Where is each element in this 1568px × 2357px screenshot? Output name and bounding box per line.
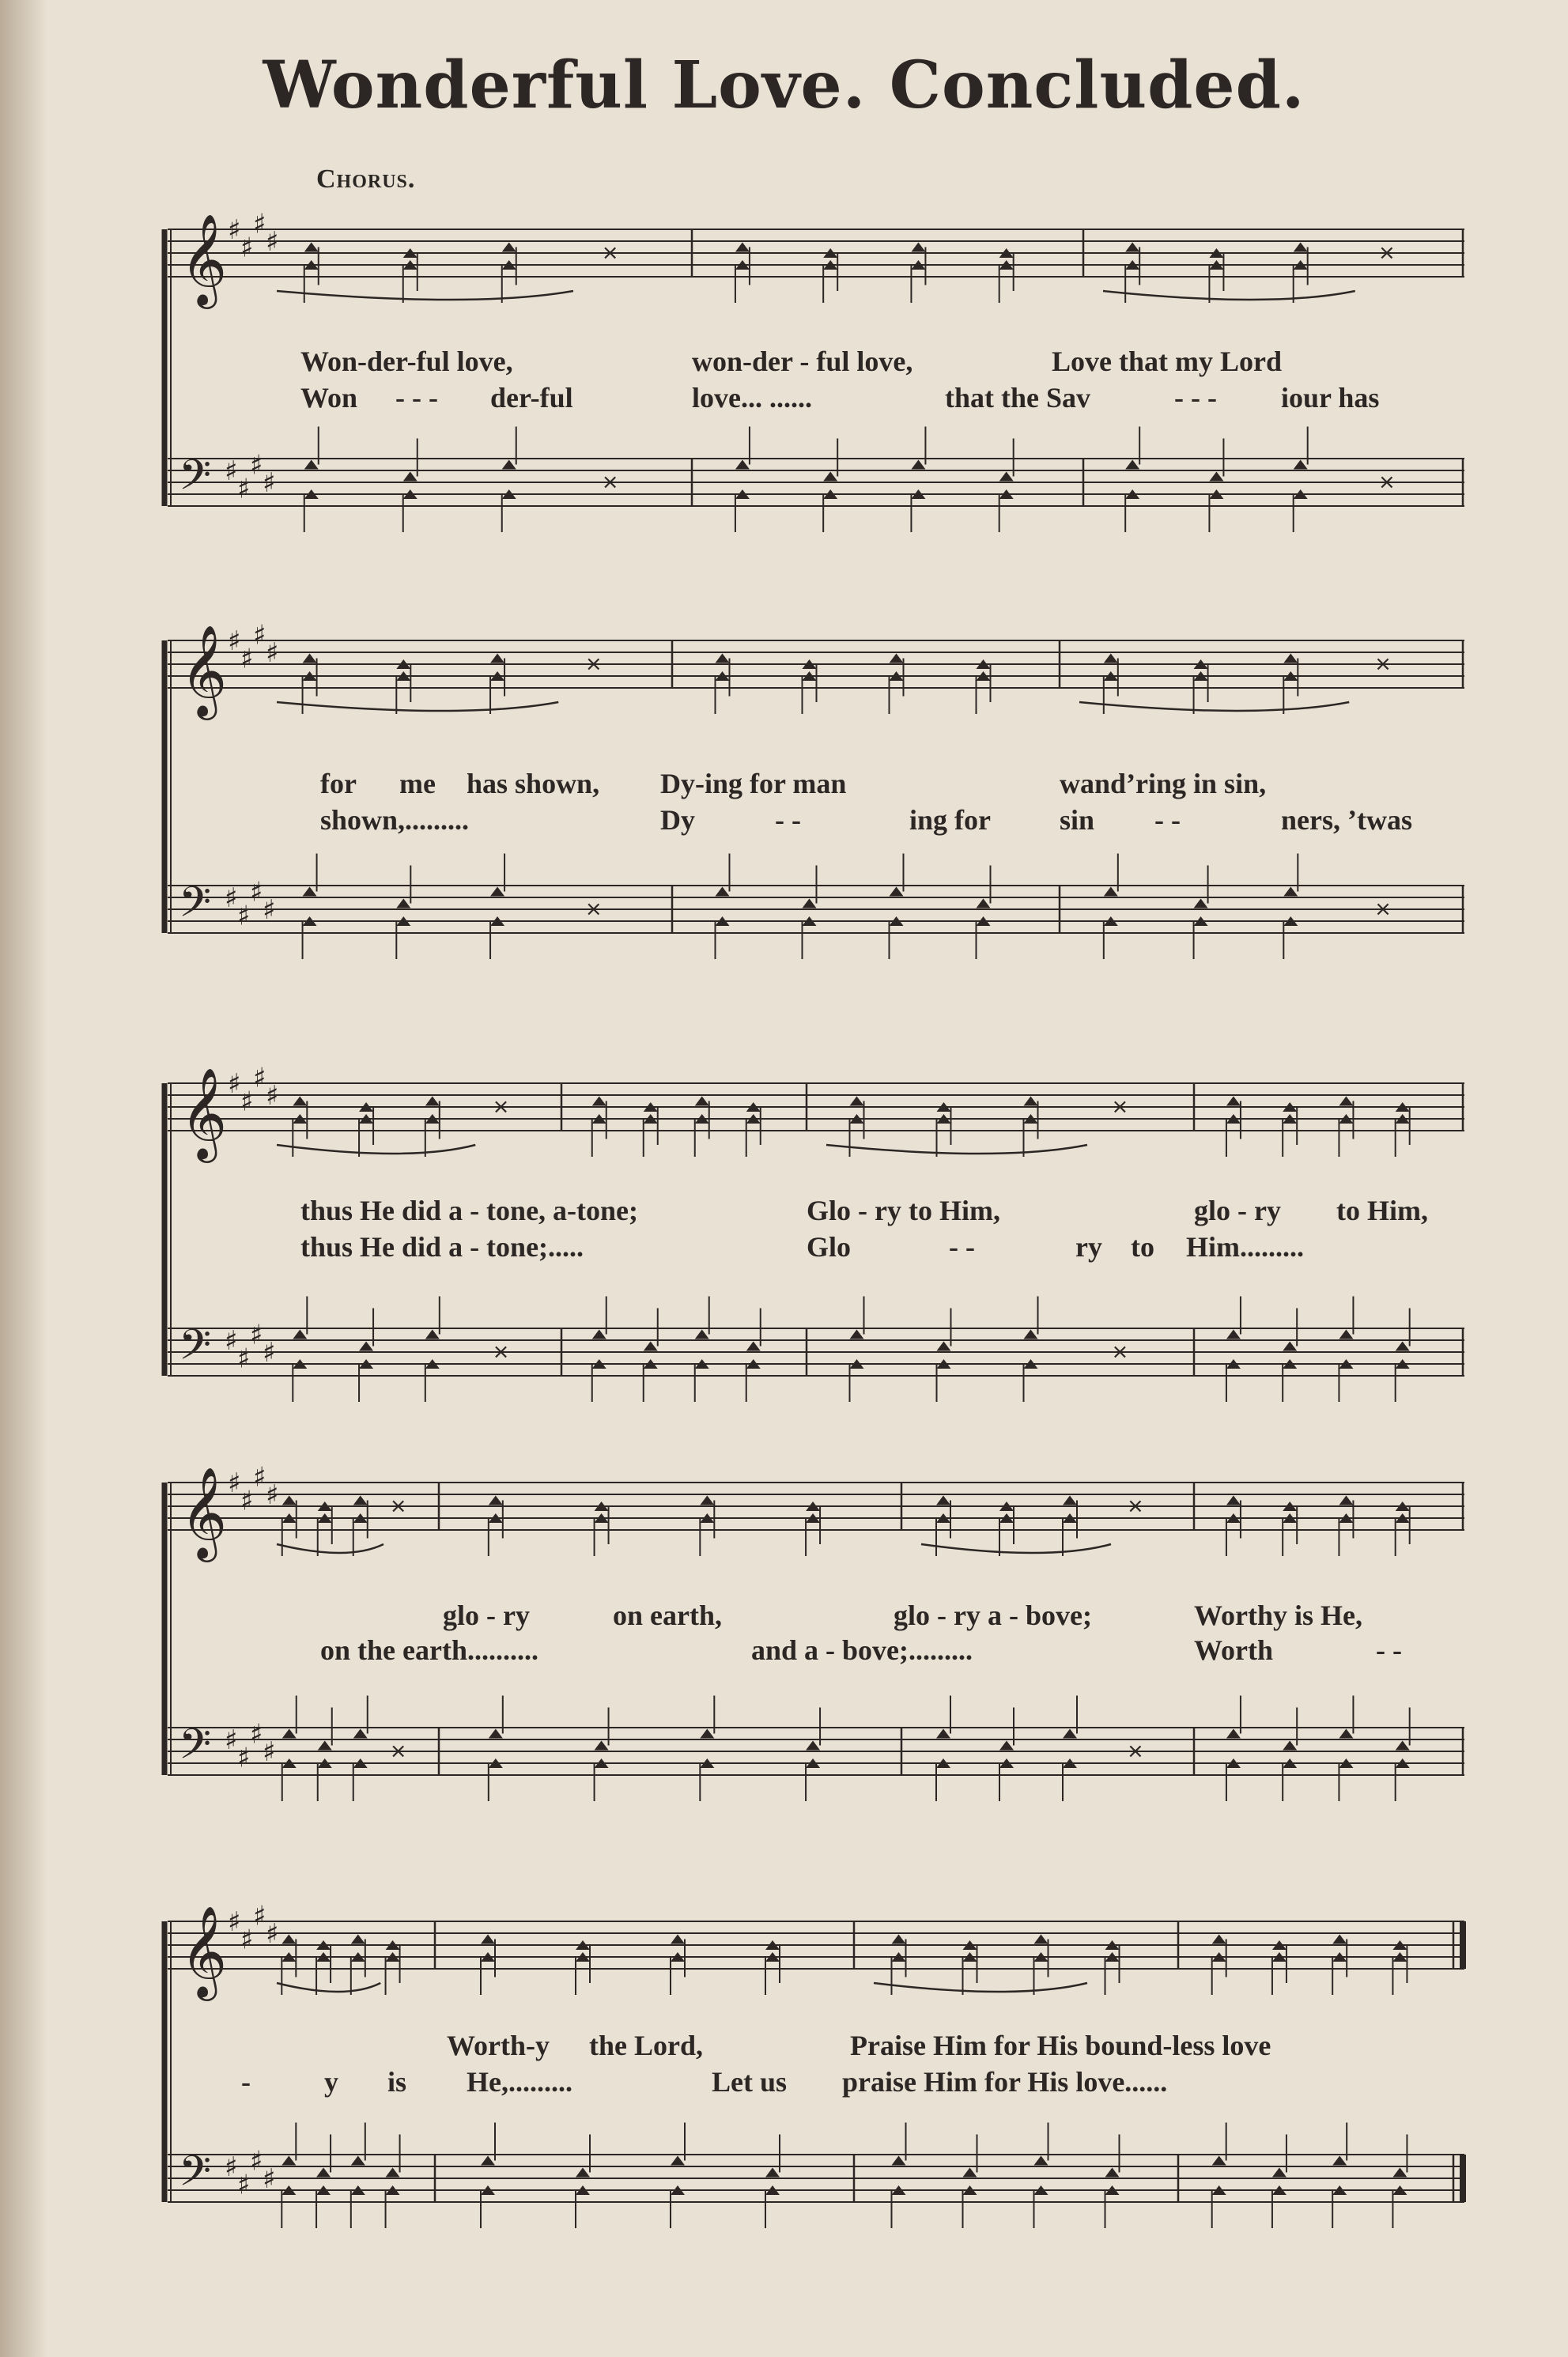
bass-clef-icon: 𝄢 — [179, 878, 212, 937]
lyric-verse-line: to Him, — [1336, 1195, 1428, 1226]
note-head — [700, 1496, 714, 1505]
note-head — [695, 1330, 709, 1339]
note-head — [1212, 1935, 1226, 1944]
note-head — [1125, 460, 1139, 470]
sharp-icon: ♯ — [266, 226, 279, 258]
lyric-echo-line: sin — [1060, 804, 1095, 836]
lyric-echo-line: thus He did a - tone;..... — [300, 1231, 584, 1263]
note-head — [977, 899, 991, 908]
note-head — [1226, 1097, 1241, 1106]
note-head — [1283, 654, 1298, 663]
note-head — [1396, 1741, 1410, 1751]
sharp-icon: ♯ — [263, 2163, 276, 2195]
note-head — [1209, 472, 1223, 482]
note-head — [489, 1729, 503, 1739]
note-head — [481, 1935, 495, 1944]
lyric-echo-line: Him......... — [1186, 1231, 1304, 1263]
note-head — [592, 1330, 606, 1339]
music-system-5 — [158, 1874, 1471, 2253]
music-system-1 — [158, 190, 1471, 553]
lyric-verse-line: Won-der-ful love, — [300, 346, 513, 377]
sharp-icon: ♯ — [250, 449, 263, 482]
note-head — [1226, 1330, 1241, 1339]
lyric-verse-line: has shown, — [467, 768, 600, 799]
note-head — [281, 2156, 296, 2166]
treble-staff — [168, 229, 1464, 277]
note-head — [595, 1741, 609, 1751]
note-head — [351, 2156, 365, 2166]
note-head — [576, 2168, 590, 2178]
note-head — [850, 1330, 864, 1339]
note-head — [386, 2168, 400, 2178]
slur — [874, 1983, 1087, 1992]
sharp-icon: ♯ — [250, 876, 263, 908]
note-head — [1332, 2156, 1347, 2166]
slur — [277, 291, 573, 300]
note-head — [293, 1330, 307, 1339]
rest-icon: × — [1377, 470, 1396, 494]
lyric-echo-line: - - - — [395, 382, 438, 414]
hymn-title: Wonderful Love. Concluded. — [263, 47, 1305, 123]
sharp-icon: ♯ — [240, 643, 254, 675]
sharp-icon: ♯ — [253, 619, 266, 652]
note-head — [316, 2168, 331, 2178]
treble-and-bass-staves — [158, 1874, 1471, 2253]
lyric-echo-line: He,......... — [467, 2066, 572, 2098]
lyric-echo-line: - - — [1376, 1634, 1402, 1666]
lyric-verse-line: wand’ring in sin, — [1060, 768, 1267, 799]
note-head — [671, 2156, 685, 2166]
treble-clef-icon: 𝄞 — [180, 1905, 228, 1997]
rest-icon: × — [1127, 1739, 1144, 1763]
note-head — [1034, 2156, 1048, 2166]
note-head — [282, 1496, 297, 1505]
note-head — [490, 654, 504, 663]
note-head — [353, 1729, 368, 1739]
lyric-verse-line: thus He did a - tone, a-tone; — [300, 1195, 639, 1226]
lyric-verse-line: me — [399, 768, 436, 799]
music-system-2 — [158, 609, 1471, 1004]
lyric-verse-line: Worth-y — [447, 2030, 550, 2061]
lyric-echo-line: to — [1131, 1231, 1154, 1263]
lyric-echo-line: - - - — [1174, 382, 1217, 414]
sharp-icon: ♯ — [253, 1062, 266, 1094]
sharp-icon: ♯ — [225, 1325, 238, 1357]
rest-icon: × — [389, 1494, 407, 1518]
note-head — [1283, 887, 1298, 897]
sharp-icon: ♯ — [253, 208, 266, 240]
note-head — [1125, 243, 1139, 252]
note-head — [963, 2168, 977, 2178]
note-head — [304, 243, 319, 252]
lyric-verse-line: on earth, — [613, 1600, 722, 1631]
sharp-icon: ♯ — [263, 1337, 276, 1369]
lyric-echo-line: ners, ’twas — [1281, 804, 1412, 836]
note-head — [1294, 460, 1308, 470]
lyric-echo-line: ry — [1075, 1231, 1102, 1263]
lyric-echo-line: Let us — [712, 2066, 788, 2098]
note-head — [490, 887, 504, 897]
note-head — [1272, 2168, 1287, 2178]
lyric-echo-line: iour has — [1281, 382, 1380, 414]
sharp-icon: ♯ — [228, 1906, 241, 1938]
note-head — [803, 899, 817, 908]
note-head — [911, 243, 925, 252]
note-head — [644, 1342, 658, 1351]
lyric-verse-line: won-der - ful love, — [692, 346, 913, 377]
sharp-icon: ♯ — [250, 2145, 263, 2178]
note-head — [425, 1330, 440, 1339]
note-head — [281, 1935, 296, 1944]
slur — [277, 1983, 380, 1992]
note-head — [1024, 1097, 1038, 1106]
note-head — [1194, 899, 1208, 908]
page-edge-shadow — [0, 0, 47, 2357]
note-head — [716, 887, 730, 897]
note-head — [282, 1729, 297, 1739]
sharp-icon: ♯ — [237, 473, 251, 505]
note-head — [293, 1097, 307, 1106]
slur — [277, 1544, 383, 1553]
note-head — [1392, 2168, 1407, 2178]
lyric-verse-line: glo - ry a - bove; — [894, 1600, 1092, 1631]
note-head — [823, 472, 837, 482]
sharp-icon: ♯ — [240, 1924, 254, 1956]
note-head — [359, 1342, 373, 1351]
slur — [1103, 291, 1355, 300]
note-head — [1294, 243, 1308, 252]
note-head — [911, 460, 925, 470]
note-head — [1212, 2156, 1226, 2166]
bass-clef-icon: 𝄢 — [179, 1321, 212, 1380]
lyric-verse-line: Praise Him for His bound-less love — [850, 2030, 1271, 2061]
lyric-echo-line: ing for — [909, 804, 991, 836]
note-head — [304, 460, 319, 470]
sharp-icon: ♯ — [253, 1900, 266, 1932]
sharp-icon: ♯ — [240, 1485, 254, 1517]
rest-icon: × — [1111, 1340, 1129, 1364]
note-head — [1339, 1729, 1353, 1739]
note-head — [502, 243, 516, 252]
lyric-echo-line: - - — [775, 804, 801, 836]
note-head — [936, 1496, 950, 1505]
lyric-verse-line: glo - ry — [443, 1600, 530, 1631]
sharp-icon: ♯ — [225, 1724, 238, 1756]
note-head — [1332, 1935, 1347, 1944]
note-head — [700, 1729, 714, 1739]
note-head — [1283, 1741, 1297, 1751]
lyric-echo-line: Won — [300, 382, 358, 414]
note-head — [716, 654, 730, 663]
lyric-echo-line: der-ful — [490, 382, 573, 414]
rest-icon: × — [601, 470, 619, 494]
rest-icon: × — [1374, 897, 1392, 921]
lyric-verse-line: the Lord, — [589, 2030, 703, 2061]
lyric-verse-line: Love that my Lord — [1052, 346, 1282, 377]
slur — [277, 702, 558, 711]
note-head — [1339, 1330, 1353, 1339]
music-system-4 — [158, 1447, 1471, 1842]
note-head — [735, 243, 750, 252]
rest-icon: × — [492, 1340, 510, 1364]
note-head — [303, 887, 317, 897]
lyric-echo-line: - - — [949, 1231, 975, 1263]
rest-icon: × — [584, 652, 603, 676]
note-head — [1024, 1330, 1038, 1339]
lyric-verse-line: Glo - ry to Him, — [807, 1195, 1000, 1226]
sharp-icon: ♯ — [225, 455, 238, 487]
note-head — [1063, 1496, 1077, 1505]
note-head — [671, 1935, 685, 1944]
sharp-icon: ♯ — [266, 1479, 279, 1511]
treble-clef-icon: 𝄞 — [180, 213, 228, 305]
rest-icon: × — [584, 897, 603, 921]
lyric-verse-line: for — [320, 768, 357, 799]
lyric-verse-line: Dy-ing for man — [660, 768, 847, 799]
note-head — [1339, 1097, 1353, 1106]
lyric-verse-line: Worthy is He, — [1194, 1600, 1362, 1631]
note-head — [937, 1342, 951, 1351]
note-head — [892, 1935, 906, 1944]
sharp-icon: ♯ — [266, 1918, 279, 1950]
note-head — [999, 472, 1014, 482]
note-head — [765, 2168, 780, 2178]
rest-icon: × — [1374, 652, 1392, 676]
lyric-echo-line: Glo — [807, 1231, 852, 1263]
sharp-icon: ♯ — [250, 1718, 263, 1751]
note-head — [502, 460, 516, 470]
lyric-echo-line: Worth — [1194, 1634, 1274, 1666]
note-head — [425, 1097, 440, 1106]
rest-icon: × — [1127, 1494, 1144, 1518]
lyric-echo-line: that the Sav — [945, 382, 1091, 414]
note-head — [892, 2156, 906, 2166]
note-head — [1034, 1935, 1048, 1944]
bass-clef-icon: 𝄢 — [179, 451, 212, 510]
sharp-icon: ♯ — [253, 1461, 266, 1494]
note-head — [890, 887, 904, 897]
bass-clef-icon: 𝄢 — [179, 2147, 212, 2206]
sharp-icon: ♯ — [263, 1736, 276, 1768]
note-head — [353, 1496, 368, 1505]
sharp-icon: ♯ — [237, 2169, 251, 2201]
bass-staff — [168, 459, 1464, 506]
note-head — [351, 1935, 365, 1944]
sharp-icon: ♯ — [228, 214, 241, 246]
note-head — [318, 1741, 332, 1751]
note-head — [1063, 1729, 1077, 1739]
lyric-echo-line: shown,......... — [320, 804, 470, 836]
sharp-icon: ♯ — [266, 637, 279, 669]
note-head — [1396, 1342, 1410, 1351]
note-head — [806, 1741, 820, 1751]
note-head — [1283, 1342, 1297, 1351]
note-head — [890, 654, 904, 663]
lyric-echo-line: on the earth.......... — [320, 1634, 538, 1666]
lyric-echo-line: - - — [1154, 804, 1181, 836]
sharp-icon: ♯ — [240, 232, 254, 264]
note-head — [936, 1729, 950, 1739]
note-head — [1104, 654, 1118, 663]
note-head — [1104, 887, 1118, 897]
music-system-3 — [158, 1036, 1471, 1431]
treble-clef-icon: 𝄞 — [180, 1067, 228, 1159]
sharp-icon: ♯ — [225, 2151, 238, 2183]
lyric-echo-line: love... ...... — [692, 382, 812, 414]
lyric-verse-line: glo - ry — [1194, 1195, 1281, 1226]
note-head — [746, 1342, 761, 1351]
sharp-icon: ♯ — [250, 1319, 263, 1351]
note-head — [403, 472, 418, 482]
sharp-icon: ♯ — [237, 900, 251, 932]
rest-icon: × — [1111, 1095, 1129, 1119]
note-head — [1105, 2168, 1120, 2178]
rest-icon: × — [1377, 241, 1396, 265]
lyric-echo-line: praise Him for His love...... — [842, 2066, 1168, 2098]
treble-clef-icon: 𝄞 — [180, 1466, 228, 1558]
slur — [826, 1145, 1087, 1154]
note-head — [1226, 1729, 1241, 1739]
sharp-icon: ♯ — [266, 1080, 279, 1112]
lyric-echo-line: and a - bove;......... — [751, 1634, 973, 1666]
sharp-icon: ♯ — [263, 894, 276, 926]
note-head — [999, 1741, 1014, 1751]
sharp-icon: ♯ — [237, 1343, 251, 1375]
lyric-echo-line: is — [387, 2066, 407, 2098]
note-head — [735, 460, 750, 470]
lyric-echo-line: - — [241, 2066, 251, 2098]
note-head — [1339, 1496, 1353, 1505]
sharp-icon: ♯ — [237, 1742, 251, 1774]
note-head — [1226, 1496, 1241, 1505]
sharp-icon: ♯ — [228, 1467, 241, 1499]
rest-icon: × — [389, 1739, 407, 1763]
sharp-icon: ♯ — [228, 1068, 241, 1100]
treble-clef-icon: 𝄞 — [180, 624, 228, 716]
bass-clef-icon: 𝄢 — [179, 1721, 212, 1779]
note-head — [489, 1496, 503, 1505]
note-head — [481, 2156, 495, 2166]
note-head — [695, 1097, 709, 1106]
slur — [921, 1544, 1111, 1553]
slur — [1079, 702, 1349, 711]
note-head — [592, 1097, 606, 1106]
rest-icon: × — [492, 1095, 510, 1119]
slur — [277, 1145, 475, 1154]
rest-icon: × — [601, 241, 619, 265]
note-head — [850, 1097, 864, 1106]
note-head — [396, 899, 410, 908]
sharp-icon: ♯ — [263, 467, 276, 499]
sharp-icon: ♯ — [228, 625, 241, 657]
lyric-echo-line: Dy — [660, 804, 695, 836]
note-head — [303, 654, 317, 663]
sharp-icon: ♯ — [225, 882, 238, 914]
lyric-echo-line: y — [324, 2066, 338, 2098]
chorus-label: Chorus. — [316, 164, 416, 194]
sharp-icon: ♯ — [240, 1086, 254, 1118]
